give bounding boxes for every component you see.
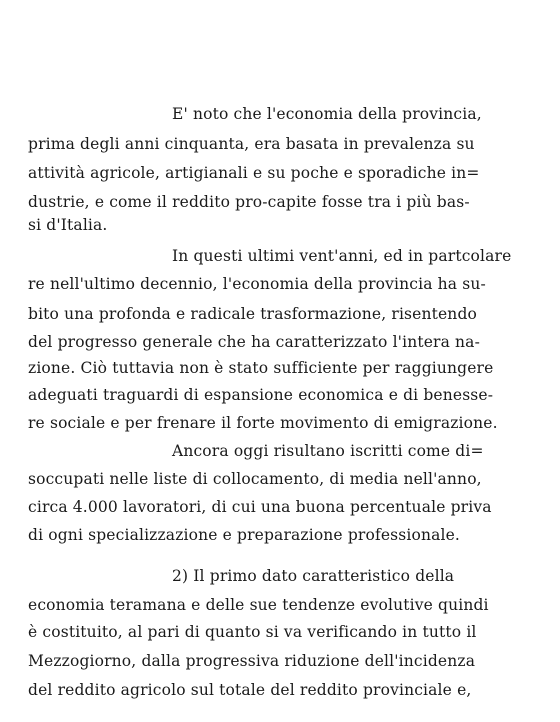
text-line: di ogni specializzazione e preparazione professionale. bbox=[28, 526, 460, 544]
text-line: prima degli anni cinquanta, era basata in prevalenza su bbox=[28, 135, 475, 153]
text-line: bito una profonda e radicale trasformazione, risentendo bbox=[28, 305, 477, 323]
text-line: del reddito agricolo sul totale del reddito provinciale e, bbox=[28, 681, 472, 699]
text-line: adeguati traguardi di espansione economica e di benesse- bbox=[28, 386, 494, 404]
text-line: si d'Italia. bbox=[28, 216, 108, 234]
text-line: zione. Ciò tuttavia non è stato sufficiente per raggiungere bbox=[28, 359, 494, 377]
text-line: dustrie, e come il reddito pro-capite fosse tra i più bas- bbox=[28, 193, 470, 211]
text-line: soccupati nelle liste di collocamento, di media nell'anno, bbox=[28, 470, 482, 488]
text-line: Mezzogiorno, dalla progressiva riduzione dell'incidenza bbox=[28, 652, 476, 670]
text-line: E' noto che l'economia della provincia, bbox=[172, 105, 482, 123]
text-line: è costituito, al pari di quanto si va verificando in tutto il bbox=[28, 623, 477, 641]
text-line: circa 4.000 lavoratori, di cui una buona percentuale priva bbox=[28, 498, 492, 516]
text-line: economia teramana e delle sue tendenze evolutive quindi bbox=[28, 596, 489, 614]
text-line: re nell'ultimo decennio, l'economia della provincia ha su- bbox=[28, 275, 486, 293]
text-line: Ancora oggi risultano iscritti come di= bbox=[172, 442, 484, 460]
text-line: In questi ultimi vent'anni, ed in partcolare bbox=[172, 247, 512, 265]
text-line: re sociale e per frenare il forte movimento di emigrazione. bbox=[28, 414, 498, 432]
text-line: 2) Il primo dato caratteristico della bbox=[172, 567, 455, 585]
text-line: del progresso generale che ha caratterizzato l'intera na- bbox=[28, 333, 480, 351]
text-line: attività agricole, artigianali e su poche e sporadiche in= bbox=[28, 164, 480, 182]
